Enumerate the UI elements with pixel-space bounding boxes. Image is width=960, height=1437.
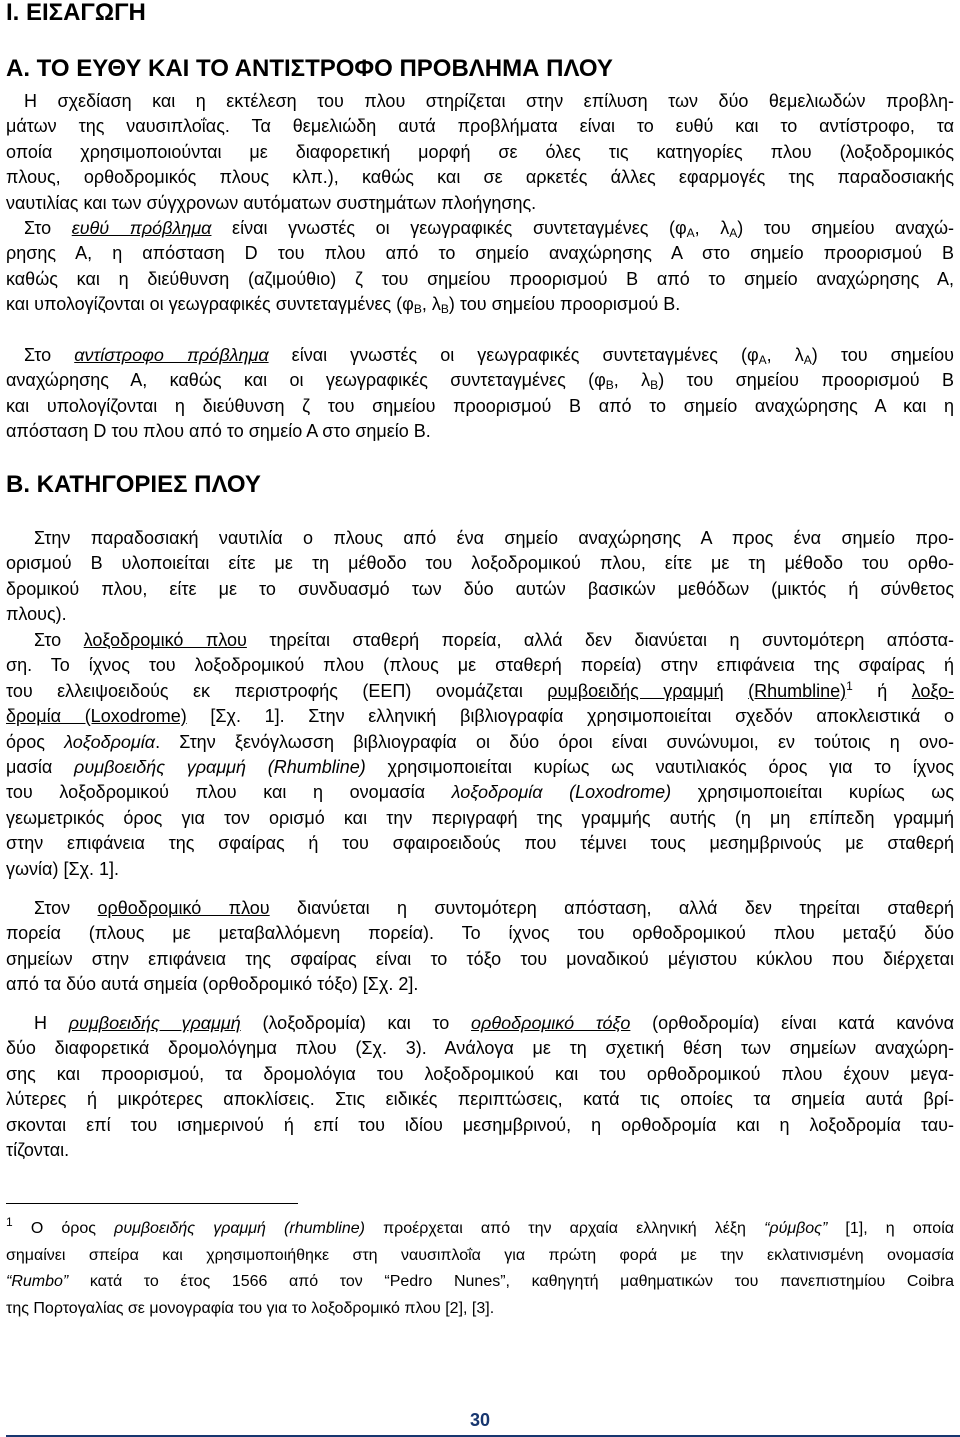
text-line: και υπολογίζονται η διεύθυνση ζ του σημείου προορισμού Β από το σημείο αναχώρησης Α και η bbox=[6, 395, 954, 416]
text-run: (ορθοδρομία) είναι κατά κανόνα bbox=[630, 1013, 955, 1033]
text-run bbox=[724, 681, 748, 701]
text-line bbox=[6, 679, 954, 704]
subscript: B bbox=[413, 302, 422, 317]
term-italic: ρυμβοειδής γραμμή (rhumbline) bbox=[114, 1220, 365, 1237]
text-line bbox=[6, 216, 954, 241]
text-run: , λ bbox=[613, 370, 651, 391]
text-run: (λοξοδρομία) και το bbox=[240, 1013, 472, 1033]
text-run: χρησιμοποιείται κυρίως ως bbox=[671, 782, 955, 803]
text-run: αναχώρησης Α, καθώς και οι γεωγραφικές συντεταγμένες (φ bbox=[6, 370, 606, 391]
text-line: σημείων στην επιφάνεια της σφαίρας είναι το τόξο του μοναδικού μέγιστου κύκλου που διέρχεται bbox=[6, 948, 954, 969]
text-run: . Στην ξενόγλωσση βιβλιογραφία οι δύο όροι είναι συνώνυμοι, εν τούτοις η ονο- bbox=[155, 731, 954, 752]
chapter-title: Ι. ΕΙΣΑΓΩΓΗ bbox=[6, 0, 146, 26]
text-run: ) του σημείου προορισμού Β. bbox=[448, 294, 681, 315]
text-line: καθώς και η διεύθυνση (αζιμούθιο) ζ του σημείου προορισμού Β από το σημείο αναχώρησης Α, bbox=[6, 268, 954, 289]
text-line: γωνία) [Σχ. 1]. bbox=[6, 858, 120, 879]
text-line: Στην παραδοσιακή ναυτιλία ο πλους από ένα σημείο αναχώρησης Α προς ένα σημείο προ- bbox=[34, 528, 954, 548]
text-line bbox=[6, 368, 954, 393]
term-rhumb-sailing: λοξοδρομικό πλου bbox=[83, 630, 247, 650]
text-line: ση. Το ίχνος του λοξοδρομικού πλου (πλους με σταθερή πορεία) στην επιφάνεια της σφαίρας ή bbox=[6, 655, 954, 676]
subscript: B bbox=[440, 302, 449, 317]
footnote bbox=[6, 1216, 954, 1322]
text-line: λύτερες ή μικρότερες αποκλίσεις. Στις ειδικές περιπτώσεις, κατά τις οποίες τα σημεία αυτά βρί- bbox=[6, 1089, 954, 1110]
text-line: ρησης Α, η απόσταση D του πλου από το σημείο αναχώρησης Α στο σημείο προορισμού Β bbox=[6, 243, 954, 264]
text-run: είναι γνωστές οι γεωγραφικές συντεταγμένες (φ bbox=[268, 345, 759, 365]
term-great-circle-arc: ορθοδρομικό τόξο bbox=[471, 1013, 631, 1033]
text-run: , λ bbox=[694, 218, 730, 238]
text-line bbox=[6, 780, 954, 805]
term-inverse-problem: αντίστροφο πρόβλημα bbox=[74, 345, 269, 365]
text-line: ναυτιλίας και των σύγχρονων αυτόματων συστημάτων πλοήγησης. bbox=[6, 192, 537, 213]
text-run: μασία bbox=[6, 757, 75, 778]
text-line bbox=[6, 292, 954, 317]
text-line: μάτων της ναυσιπλοΐας. Τα θεμελιώδη αυτά προβλήματα είναι το ευθύ και το αντίστροφο, τα bbox=[6, 116, 954, 137]
text-line bbox=[6, 628, 954, 653]
text-run: προέρχεται από την αρχαία ελληνική λέξη bbox=[364, 1220, 765, 1237]
text-run: , λ bbox=[421, 294, 441, 315]
text-run: χρησιμοποιείται κυρίως ως ναυτιλιακός όρος για το ίχνος bbox=[365, 757, 954, 778]
text-line: σημαίνει σπείρα και χρησιμοποιήθηκε στη ναυσιπλοΐα για πρώτη φορά με την εκλατινισμένη ονομασία bbox=[6, 1246, 954, 1264]
text-line: σκονται επί του ισημερινού ή επί του ιδίου μεσημβρινού, η ορθοδρομία και η λοξοδρομία ταυ- bbox=[6, 1114, 954, 1135]
subscript: B bbox=[605, 378, 614, 393]
term-great-circle-sailing: ορθοδρομικό πλου bbox=[97, 898, 270, 918]
text-line: στην επιφάνεια της σφαίρας ή του σφαιροειδούς που τέμνει τους μεσημβρινούς με σταθερή bbox=[6, 833, 954, 854]
section-a-title: Α. ΤΟ ΕΥΘΥ ΚΑΙ ΤΟ ΑΝΤΙΣΤΡΟΦΟ ΠΡΟΒΛΗΜΑ ΠΛΟΥ bbox=[6, 55, 613, 82]
text-line: ορισμού Β υλοποιείται είτε με τη μέθοδο του λοξοδρομικού πλου, είτε με τη μέθοδο του ορθο- bbox=[6, 553, 954, 574]
text-line: από τα δύο αυτά σημεία (ορθοδρομικό τόξο) [Σχ. 2]. bbox=[6, 974, 419, 995]
text-line: Η σχεδίαση και η εκτέλεση του πλου στηρίζεται στην επίλυση των δύο θεμελιωδών προβλη- bbox=[24, 91, 954, 111]
text-run: ) του σημείου προορισμού Β bbox=[658, 370, 954, 391]
page-number: 30 bbox=[469, 1410, 491, 1430]
text-line: σης και προορισμού, τα δρομολόγια του λοξοδρομικού και του ορθοδρομικού πλου έχουν μεγα- bbox=[6, 1063, 954, 1084]
text-line bbox=[6, 343, 954, 368]
term-loxodrome: λοξο- bbox=[911, 680, 954, 701]
section-a-paragraph-3 bbox=[6, 343, 954, 445]
term-italic: “ρύμβος” bbox=[764, 1220, 828, 1237]
text-run: Στο bbox=[24, 218, 72, 238]
text-line bbox=[6, 730, 954, 755]
text-line bbox=[6, 755, 954, 780]
term-rhumbline-en: (Rhumbline) bbox=[748, 680, 847, 701]
subscript: B bbox=[650, 378, 659, 393]
term-italic: λοξοδρομία (Loxodrome) bbox=[451, 782, 672, 803]
text-line: δύο διαφορετικά δρομολόγημα πλου (Σχ. 3). Ανάλογα με τη σχετική θέση των σημείων αναχώρη- bbox=[6, 1038, 954, 1059]
term-rhumb-line: ρυμβοειδής γραμμή bbox=[68, 1013, 241, 1033]
section-a-paragraph-1 bbox=[6, 89, 954, 216]
subscript: A bbox=[686, 226, 695, 240]
text-line bbox=[6, 1216, 954, 1243]
term-rhumb-line: ρυμβοειδής γραμμή bbox=[547, 680, 724, 701]
text-line: πορεία (πλους με μεταβαλλόμενη πορεία). Το ίχνος του ορθοδρομικού πλου μεταξύ δύο bbox=[6, 923, 954, 944]
text-run: διανύεται η συντομότερη απόσταση, αλλά δεν τηρείται σταθερή bbox=[269, 898, 954, 918]
text-run: Στο bbox=[34, 630, 84, 650]
subscript: A bbox=[729, 226, 738, 240]
term-loxodrome-cont: δρομία (Loxodrome) bbox=[6, 706, 187, 727]
text-line bbox=[6, 1011, 954, 1036]
term-direct-problem: ευθύ πρόβλημα bbox=[71, 218, 212, 238]
text-run: Στον bbox=[34, 898, 98, 918]
text-run: [1], η οποία bbox=[827, 1220, 955, 1237]
text-run: τηρείται σταθερή πορεία, αλλά δεν διανύεται η συντομότερη απόστα- bbox=[246, 630, 955, 650]
footnote-reference[interactable]: 1 bbox=[846, 678, 853, 693]
subscript: A bbox=[803, 353, 812, 367]
footnote-divider bbox=[6, 1203, 298, 1204]
text-run: κατά το έτος 1566 από τον “Pedro Nunes”, καθηγητή μαθηματικών του πανεπιστημίου Coibra bbox=[68, 1273, 954, 1291]
text-line bbox=[6, 1269, 954, 1296]
text-run: ) του σημείου bbox=[811, 345, 954, 365]
text-run: και υπολογίζονται οι γεωγραφικές συντεταγμένες (φ bbox=[6, 294, 414, 315]
text-run: [Σχ. 1]. Στην ελληνική βιβλιογραφία χρησιμοποιείται σχεδόν αποκλειστικά ο bbox=[186, 706, 954, 727]
text-run: του λοξοδρομικού πλου και η ονομασία bbox=[6, 782, 452, 803]
text-line: γεωμετρικός όρος για τον ορισμό και την περιγραφή της γραμμής αυτής (η μη επίπεδη γραμμή bbox=[6, 807, 954, 828]
text-run: του ελλειψοειδούς εκ περιστροφής (ΕΕΠ) ονομάζεται bbox=[6, 680, 548, 701]
section-a-paragraph-2 bbox=[6, 216, 954, 318]
text-line: απόσταση D του πλου από το σημείο Α στο σημείο Β. bbox=[6, 421, 431, 442]
text-run: Ο όρος bbox=[12, 1220, 115, 1237]
text-line: δρομικού πλου, είτε με το συνδυασμό των δύο αυτών βασικών μεθόδων (μικτός ή σύνθετος bbox=[6, 578, 954, 599]
text-run: , λ bbox=[766, 345, 804, 365]
text-run: Η bbox=[34, 1013, 69, 1033]
text-line: τίζονται. bbox=[6, 1140, 70, 1161]
text-run: ) του σημείου αναχώ- bbox=[737, 218, 954, 238]
text-run: είναι γνωστές οι γεωγραφικές συντεταγμένες (φ bbox=[211, 218, 687, 238]
text-line: πλους, ορθοδρομικός πλους κλπ.), καθώς και σε αρκετές άλλες εφαρμογές της παραδοσιακής bbox=[6, 167, 954, 188]
text-run: όρος bbox=[6, 731, 65, 752]
text-line: της Πορτογαλίας σε μονογραφία του για το λοξοδρομικό πλου [2], [3]. bbox=[6, 1299, 495, 1317]
text-line: πλους). bbox=[6, 604, 67, 625]
text-line bbox=[6, 704, 954, 729]
term-italic: “Rumbo” bbox=[6, 1273, 69, 1291]
section-b-title: Β. ΚΑΤΗΓΟΡΙΕΣ ΠΛΟΥ bbox=[6, 471, 261, 498]
text-line bbox=[6, 896, 954, 921]
section-b-paragraph-2 bbox=[6, 628, 954, 882]
section-b-paragraph-1 bbox=[6, 526, 954, 628]
section-b-paragraph-3 bbox=[6, 896, 954, 998]
subscript: A bbox=[758, 353, 767, 367]
term-italic: ρυμβοειδής γραμμή (Rhumbline) bbox=[74, 757, 366, 778]
footnote-marker: 1 bbox=[6, 1215, 13, 1229]
text-run: Στο bbox=[24, 345, 75, 365]
term-italic: λοξοδρομία bbox=[64, 731, 156, 752]
section-b-paragraph-4 bbox=[6, 1011, 954, 1163]
text-run: ή bbox=[852, 680, 912, 701]
text-line: οποία χρησιμοποιούνται με διαφορετική μορφή σε όλες τις κατηγορίες πλου (λοξοδρομικός bbox=[6, 141, 954, 162]
